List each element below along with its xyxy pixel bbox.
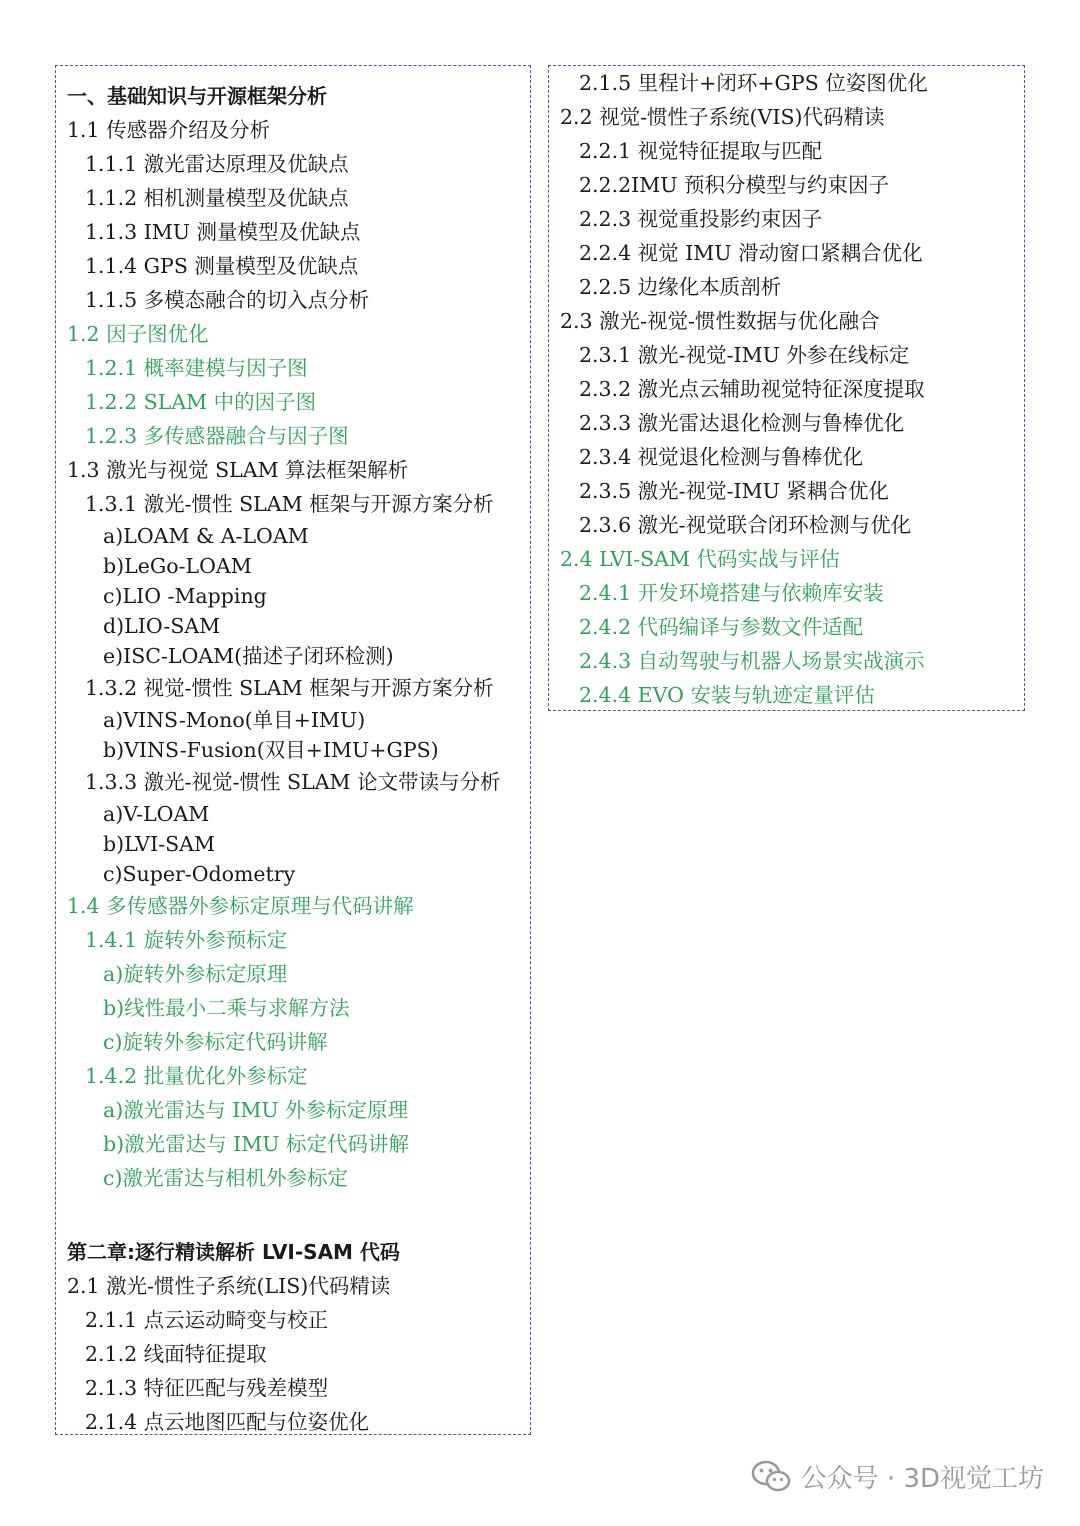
toc-item: 2.4.4 EVO 安装与轨迹定量评估 xyxy=(579,683,875,707)
toc-spacer xyxy=(56,1195,530,1235)
toc-item: 1.3.1 激光-惯性 SLAM 框架与开源方案分析 xyxy=(85,492,494,516)
toc-right-column xyxy=(548,65,1025,711)
toc-item: 2.3.2 激光点云辅助视觉特征深度提取 xyxy=(579,377,925,401)
watermark xyxy=(751,1458,1044,1495)
toc-item: 2.4.3 自动驾驶与机器人场景实战演示 xyxy=(579,649,925,673)
toc-item: 2.3.3 激光雷达退化检测与鲁棒优化 xyxy=(579,411,905,435)
toc-item: b)VINS-Fusion(双目+IMU+GPS) xyxy=(103,738,439,762)
toc-item: 2.4.1 开发环境搭建与依赖库安装 xyxy=(579,581,884,605)
toc-left-column xyxy=(55,65,531,1435)
toc-item: 1.4 多传感器外参标定原理与代码讲解 xyxy=(67,894,414,918)
toc-item: 2.4 LVI-SAM 代码实战与评估 xyxy=(560,547,840,571)
toc-item: c)旋转外参标定代码讲解 xyxy=(103,1030,328,1054)
toc-item: a)VINS-Mono(单目+IMU) xyxy=(103,708,366,732)
toc-item: e)ISC-LOAM(描述子闭环检测) xyxy=(103,644,394,668)
toc-item: c)LIO -Mapping xyxy=(103,584,267,608)
toc-item: 2.3 激光-视觉-惯性数据与优化融合 xyxy=(560,309,880,333)
toc-item: a)激光雷达与 IMU 外参标定原理 xyxy=(103,1098,409,1122)
toc-item: 1.1.4 GPS 测量模型及优缺点 xyxy=(85,254,359,278)
toc-item: 2.2.5 边缘化本质剖析 xyxy=(579,275,782,299)
watermark-text: 公众号 · 3D视觉工坊 xyxy=(800,1464,1044,1494)
toc-item: 2.1.1 点云运动畸变与校正 xyxy=(85,1308,329,1332)
toc-item: 1.2 因子图优化 xyxy=(67,322,209,346)
toc-item: 2.3.6 激光-视觉联合闭环检测与优化 xyxy=(579,513,912,537)
toc-item: b)激光雷达与 IMU 标定代码讲解 xyxy=(103,1132,410,1156)
toc-item: 1.4.2 批量优化外参标定 xyxy=(85,1064,308,1088)
toc-item: 1.4.1 旋转外参预标定 xyxy=(85,928,288,952)
toc-item: d)LIO-SAM xyxy=(103,614,221,638)
toc-item: 2.2.1 视觉特征提取与匹配 xyxy=(579,139,823,163)
toc-item: 1.1 传感器介绍及分析 xyxy=(67,118,271,142)
toc-item: a)LOAM & A-LOAM xyxy=(103,524,309,548)
toc-item: 1.1.2 相机测量模型及优缺点 xyxy=(85,186,349,210)
toc-item: 2.1.4 点云地图匹配与位姿优化 xyxy=(85,1410,370,1434)
toc-item: 2.3.4 视觉退化检测与鲁棒优化 xyxy=(579,445,864,469)
toc-heading: 一、基础知识与开源框架分析 xyxy=(67,84,327,108)
toc-item: 1.2.2 SLAM 中的因子图 xyxy=(85,390,317,414)
toc-item: 1.3.3 激光-视觉-惯性 SLAM 论文带读与分析 xyxy=(85,770,501,794)
toc-item: 2.2.3 视觉重投影约束因子 xyxy=(579,207,823,231)
toc-item: 1.1.5 多模态融合的切入点分析 xyxy=(85,288,370,312)
toc-item: 1.2.1 概率建模与因子图 xyxy=(85,356,308,380)
toc-item: 1.1.1 激光雷达原理及优缺点 xyxy=(85,152,349,176)
toc-item: b)LVI-SAM xyxy=(103,832,215,856)
toc-item: 1.2.3 多传感器融合与因子图 xyxy=(85,424,349,448)
toc-item: 2.2.4 视觉 IMU 滑动窗口紧耦合优化 xyxy=(579,241,923,265)
toc-item: 2.1.2 线面特征提取 xyxy=(85,1342,267,1366)
wechat-icon xyxy=(751,1460,791,1494)
toc-item: 2.2 视觉-惯性子系统(VIS)代码精读 xyxy=(560,105,885,129)
toc-item: b)LeGo-LOAM xyxy=(103,554,252,578)
toc-item: 1.1.3 IMU 测量模型及优缺点 xyxy=(85,220,361,244)
toc-item: b)线性最小二乘与求解方法 xyxy=(103,996,350,1020)
toc-item: 2.2.2IMU 预积分模型与约束因子 xyxy=(579,173,890,197)
toc-item: 2.1.3 特征匹配与残差模型 xyxy=(85,1376,329,1400)
toc-item: c)Super-Odometry xyxy=(103,862,296,886)
toc-heading: 第二章:逐行精读解析 LVI-SAM 代码 xyxy=(67,1240,400,1264)
toc-item: a)V-LOAM xyxy=(103,802,210,826)
toc-item: 2.1 激光-惯性子系统(LIS)代码精读 xyxy=(67,1274,391,1298)
toc-item: 2.4.2 代码编译与参数文件适配 xyxy=(579,615,864,639)
toc-item: 2.3.5 激光-视觉-IMU 紧耦合优化 xyxy=(579,479,889,503)
toc-item: 1.3 激光与视觉 SLAM 算法框架解析 xyxy=(67,458,409,482)
toc-item: 2.1.5 里程计+闭环+GPS 位姿图优化 xyxy=(579,71,928,95)
toc-item: 1.3.2 视觉-惯性 SLAM 框架与开源方案分析 xyxy=(85,676,494,700)
toc-item: 2.3.1 激光-视觉-IMU 外参在线标定 xyxy=(579,343,910,367)
toc-item: c)激光雷达与相机外参标定 xyxy=(103,1166,348,1190)
toc-item: a)旋转外参标定原理 xyxy=(103,962,288,986)
